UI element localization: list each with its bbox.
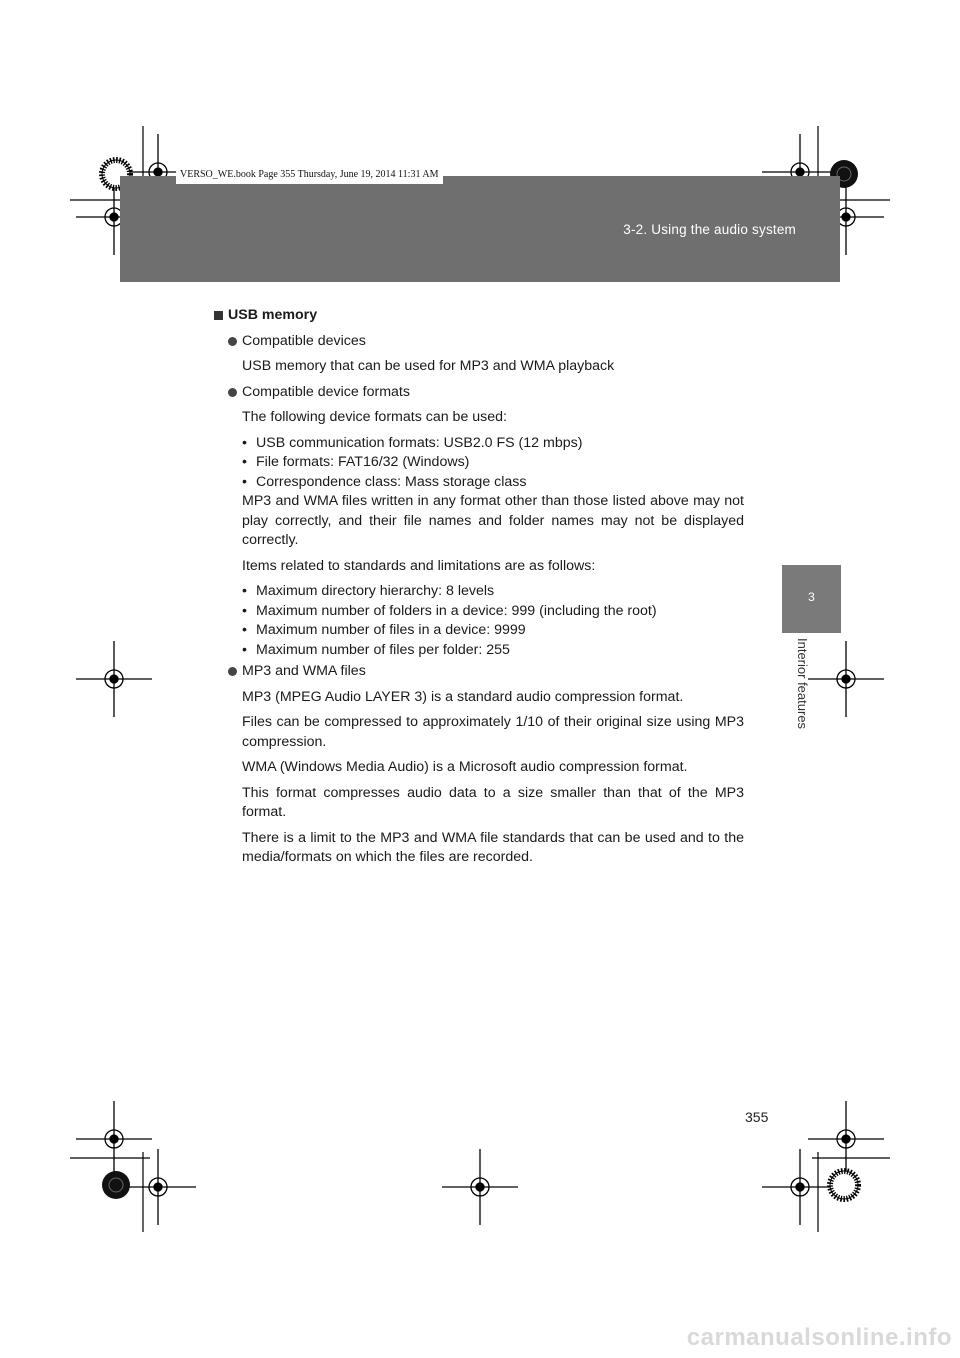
- paragraph: Items related to standards and limitations are as follows:: [242, 557, 596, 574]
- paragraph: The following device formats can be used:: [242, 409, 507, 425]
- subheading-device-formats: Compatible device formats: [214, 383, 744, 403]
- list-item: • File formats: FAT16/32 (Windows): [242, 454, 470, 470]
- paragraph: USB memory that can be used for MP3 and WMA playback: [242, 358, 615, 374]
- format-list: [214, 434, 744, 493]
- paragraph: There is a limit to the MP3 and WMA file standards that can be used and to the media/formats on which the files are recorded.: [242, 829, 744, 865]
- paragraph: Files can be compressed to approximately 1/10 of their original size using MP3 compression.: [242, 714, 744, 750]
- book-stamp: VERSO_WE.book Page 355 Thursday, June 19, 2014 11:31 AM: [176, 166, 443, 184]
- round-bullet-icon: [228, 388, 237, 397]
- watermark: carmanualsonline.info: [686, 1324, 952, 1351]
- paragraph: This format compresses audio data to a size smaller than that of the MP3 format.: [242, 784, 744, 820]
- paragraph: MP3 and WMA files written in any format other than those listed above may not play correctly, and their file names and folder names may not be displayed correctly.: [242, 493, 744, 548]
- section-title: 3-2. Using the audio system: [623, 222, 796, 237]
- heading-text: USB memory: [228, 307, 318, 323]
- round-bullet-icon: [228, 667, 237, 676]
- list-item: • Maximum number of folders in a device: 999 (including the root): [242, 602, 657, 619]
- paragraph: WMA (Windows Media Audio) is a Microsoft audio compression format.: [242, 759, 688, 775]
- subheading-mp3-wma: MP3 and WMA files: [214, 662, 744, 682]
- paragraph: MP3 (MPEG Audio LAYER 3) is a standard audio compression format.: [242, 688, 684, 705]
- chapter-number: 3: [808, 590, 815, 604]
- chapter-title: Interior features: [795, 638, 810, 730]
- list-item: • USB communication formats: USB2.0 FS (12 mbps): [242, 434, 583, 451]
- round-bullet-icon: [228, 337, 237, 346]
- list-item: • Correspondence class: Mass storage class: [242, 473, 527, 490]
- list-item: • Maximum number of files in a device: 9999: [242, 622, 526, 638]
- limits-list: [214, 582, 744, 660]
- page-content: [214, 306, 744, 868]
- chapter-side-label: [768, 636, 858, 746]
- list-item: • Maximum directory hierarchy: 8 levels: [242, 583, 495, 599]
- subheading-compatible-devices: Compatible devices: [214, 332, 744, 352]
- section-heading: [214, 306, 744, 326]
- page-number: 355: [745, 1109, 769, 1125]
- square-bullet-icon: [214, 311, 223, 320]
- chapter-tab[interactable]: [782, 565, 841, 633]
- list-item: • Maximum number of files per folder: 255: [242, 641, 510, 658]
